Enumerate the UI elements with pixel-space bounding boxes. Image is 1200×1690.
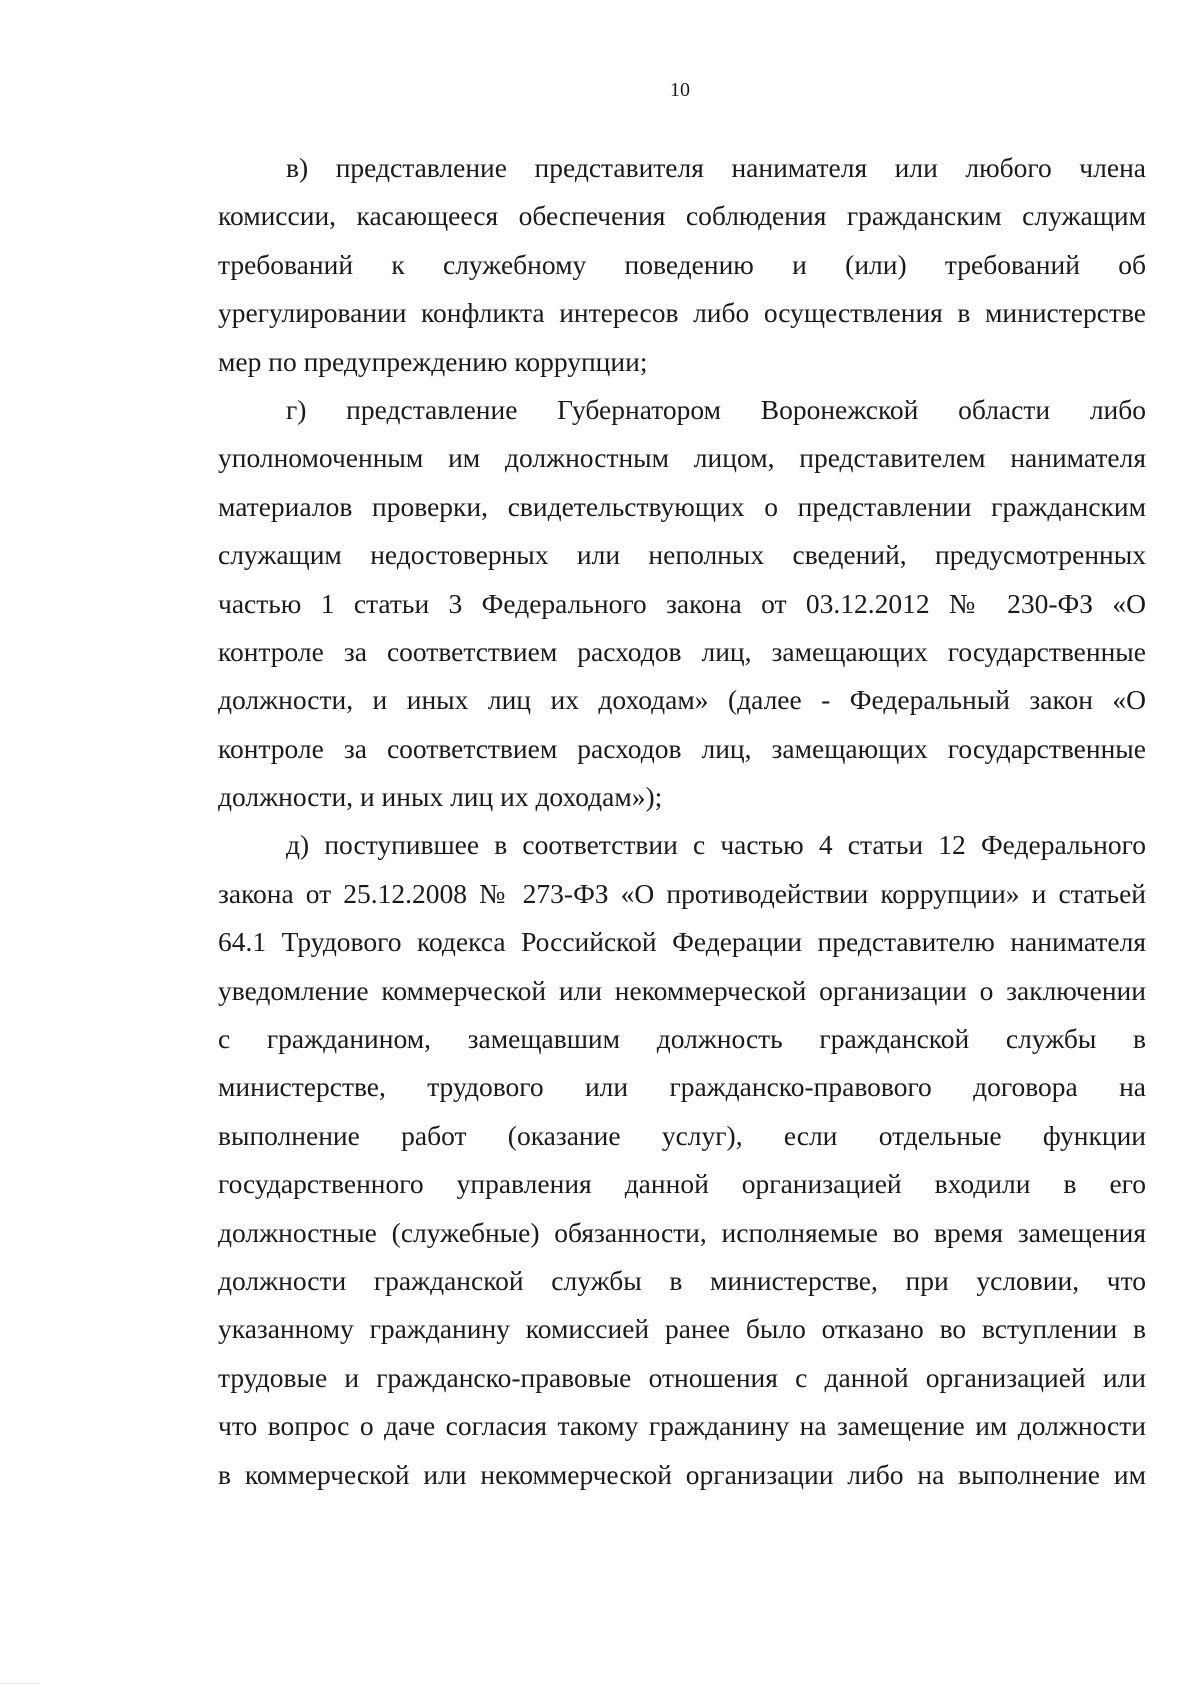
- text-line: материалов проверки, свидетельствующих о представлении гражданским: [218, 490, 1146, 522]
- text-line: урегулировании конфликта интересов либо осуществления в министерстве: [218, 297, 1146, 329]
- text-line: уведомление коммерческой или некоммерческой организации о заключении: [218, 974, 1146, 1006]
- text-line: требований к служебному поведению и (или) требований об: [218, 248, 1146, 280]
- text-line: служащим недостоверных или неполных сведений, предусмотренных: [218, 539, 1146, 571]
- text-line: 64.1 Трудового кодекса Российской Федерации представителю нанимателя: [218, 926, 1146, 958]
- text-line: комиссии, касающееся обеспечения соблюдения гражданским служащим: [218, 200, 1146, 232]
- document-body: [218, 144, 1146, 1499]
- text-line: с гражданином, замещавшим должность гражданской службы в: [218, 1023, 1146, 1055]
- text-line: трудовые и гражданско-правовые отношения с данной организацией или: [218, 1361, 1146, 1393]
- text-line: г) представление Губернатором Воронежской области либо: [286, 393, 1146, 425]
- text-line: должностные (служебные) обязанности, исполняемые во время замещения: [218, 1216, 1146, 1248]
- text-line: должности гражданской службы в министерстве, при условии, что: [218, 1264, 1146, 1296]
- text-line: закона от 25.12.2008 № 273-ФЗ «О противодействии коррупции» и статьей: [218, 877, 1146, 909]
- page-number: 10: [670, 79, 690, 101]
- text-line: контроле за соответствием расходов лиц, замещающих государственные: [218, 635, 1146, 667]
- text-line: в коммерческой или некоммерческой организации либо на выполнение им: [218, 1458, 1146, 1490]
- text-line: государственного управления данной организацией входили в его: [218, 1168, 1146, 1200]
- text-line: уполномоченным им должностным лицом, представителем нанимателя: [218, 442, 1146, 474]
- text-line: должности, и иных лиц их доходам» (далее - Федеральный закон «О: [218, 684, 1146, 716]
- text-line: должности, и иных лиц их доходам»);: [218, 781, 663, 813]
- text-line: контроле за соответствием расходов лиц, замещающих государственные: [218, 732, 1146, 764]
- paragraph-g: [218, 386, 1146, 822]
- text-line: д) поступившее в соответствии с частью 4 статьи 12 Федерального: [286, 829, 1146, 861]
- scan-edge-mark: [0, 1683, 40, 1690]
- text-line: выполнение работ (оказание услуг), если отдельные функции: [218, 1119, 1146, 1151]
- text-line: мер по предупреждению коррупции;: [218, 345, 648, 377]
- paragraph-v: [218, 144, 1146, 386]
- text-line: министерстве, трудового или гражданско-правового договора на: [218, 1071, 1146, 1103]
- paragraph-d: [218, 821, 1146, 1498]
- text-line: частью 1 статьи 3 Федерального закона от 03.12.2012 № 230-ФЗ «О: [218, 587, 1146, 619]
- text-line: что вопрос о даче согласия такому гражданину на замещение им должности: [218, 1410, 1146, 1442]
- text-line: в) представление представителя нанимателя или любого члена: [286, 152, 1146, 183]
- text-line: указанному гражданину комиссией ранее было отказано во вступлении в: [218, 1313, 1146, 1345]
